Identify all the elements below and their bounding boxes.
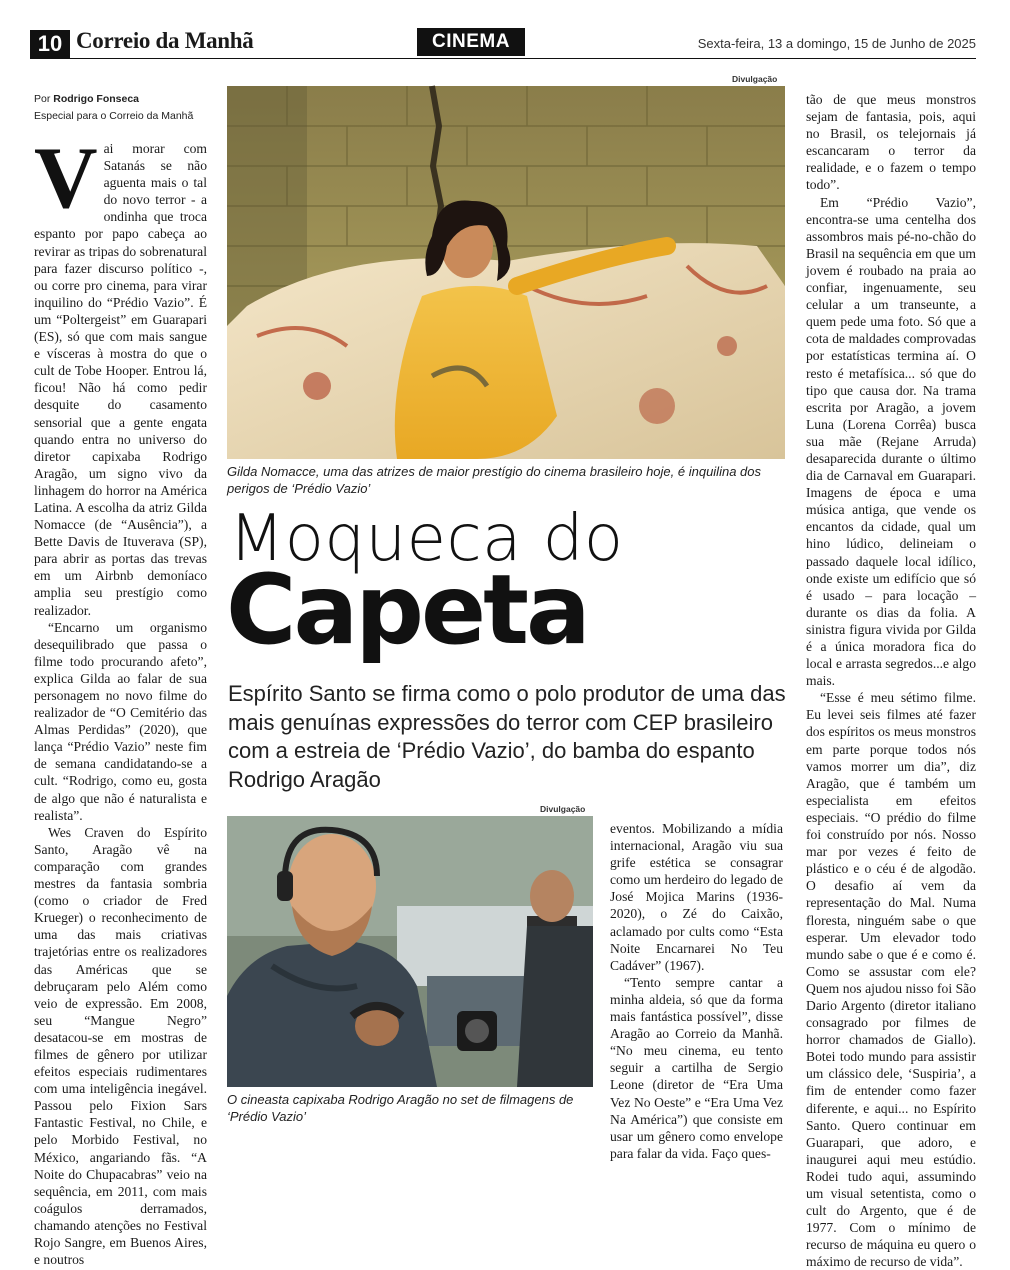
paragraph: Wes Craven do Espírito Santo, Aragão vê na comparação com grandes mestres da fantasia sombria (como o criador de Fred Krueger) o reconhecimento de uma das mais criativas trajetórias entre os realizadores das Américas que se debruçaram pelo Além como veio de expressão. Em 2008, seu “Mangue Negro” desatacou-se em mostras de filmes de gênero por utilizar efeitos especiais rudimentares com uma inteligência inegável. Passou pelo Fixion Sars Fantastic Festival, no Chile, e pelo Morbido Festival, no México, angariando fãs. “A Noite do Chupacabras” veio na sequência, em 2011, com mais coágulos derramados, chamando atenções no Festival Rojo Sangre, em Buenos Aires, e noutros: [34, 824, 207, 1268]
photo-credit: Divulgação: [540, 804, 586, 814]
page-number: 10: [30, 30, 70, 58]
paragraph: Em “Prédio Vazio”, encontra-se uma centelha dos assombros mais pé-no-chão do Brasil na sequência em que um jovem é roubado na praia ao confiar, ingenuamente, seu celular a um transeunte, a quem pede uma foto. Só que a cota de maldades comprovadas por estatísticas termina aí. O resto é metafísica... só que do tipo que causa dor. Na trama escrita por Aragão, a jovem Luna (Lorena Corrêa) busca sua mãe (Rejane Arruda) desaparecida durante o último dia de Carnaval em Guarapari. Imagens de época e uma música antiga, que vende os encantos da cidade, qual um hino lúdico, delineiam o passado daquele local idílico, onde existe um edifício que só é usado – para locação – durante os dias da folia. A sinistra figura vivida por Gilda é a única moradora fica do local e arrasta segredos...e algo mais.: [806, 194, 976, 689]
photo-caption-1: Gilda Nomacce, uma das atrizes de maior prestígio do cinema brasileiro hoje, é inquilina dos perigos de ‘Prédio Vazio’: [227, 464, 761, 496]
headline-line-2: Capeta: [226, 554, 588, 666]
headline-line-1: Moqueca do: [229, 502, 624, 576]
photo-illustration: [227, 816, 593, 1087]
byline-author: Rodrigo Fonseca: [53, 93, 140, 105]
photo-rodrigo-aragao: [227, 816, 593, 1087]
paragraph: “Encarno um organismo desequilibrado que passa o filme todo procurando afeto”, explica Gilda ao falar de sua personagem no novo filme do realizador de “O Cemitério das Almas Perdidas” (2020), que lança “Prédio Vazio” neste fim de semana candidatando-se a cult. “Rodrigo, como eu, gosta de algo que não é naturalista e realista”.: [34, 619, 207, 823]
column-3: [610, 820, 783, 1161]
newspaper-name: Correio da Manhã: [76, 28, 254, 53]
paragraph: eventos. Mobilizando a mídia internacional, Aragão viu sua grife estética se consagrar como um herdeiro do legado de José Mojica Marins (1936-2020), o Zé do Caixão, aclamado por cults como “Esta Noite Encarnarei No Teu Cadáver” (1967).: [610, 821, 783, 973]
photo-gilda-nomacce: [227, 86, 785, 459]
byline-role: Especial para o Correio da Manhã: [34, 110, 194, 122]
byline-prefix: Por: [34, 93, 54, 105]
column-1: [34, 130, 207, 1268]
dek: Espírito Santo se firma como o polo produtor de uma das mais genuínas expressões do terror com CEP brasileiro com a estreia de ‘Prédio Vazio’, do bamba do espanto Rodrigo Aragão: [228, 681, 786, 792]
column-4: [806, 91, 976, 1270]
byline: [34, 91, 214, 125]
edition-date: Sexta-feira, 13 a domingo, 15 de Junho de 2025: [697, 36, 976, 51]
photo-caption-2: O cineasta capixaba Rodrigo Aragão no set de filmagens de ‘Prédio Vazio’: [227, 1092, 574, 1124]
paragraph: “Tento sempre cantar a minha aldeia, só que da forma mais fantástica possível”, disse Aragão ao Correio da Manhã. “No meu cinema, eu tento seguir a cartilha de Sergio Leone (diretor de “Era Uma Vez No Oeste” e “Era Uma Vez Na América”) que consiste em usar um gênero como envelope para falar da vida. Faço ques-: [610, 974, 783, 1161]
lead-paragraph: [34, 130, 207, 619]
paragraph-text: ai morar com Satanás se não aguenta mais o tal do novo terror - a ondinha que troca espanto por papo cabeça ao revirar as tripas do sobrenatural para fazer discurso político -, ou corre pro cinema, para virar inquilino do “Prédio Vazio”. É um “Poltergeist” em Guarapari (ES), só que com mais sangue e vísceras à mostra do que o cult de Tobe Hooper. Entrou lá, ficou! Não há como pedir desquite do casamento sensorial que a gente engata quando entra no universo do diretor capixaba Rodrigo Aragão, um signo vivo da linhagem do horror na América Latina. A escolha da atriz Gilda Nomacce (de “Ausência”), a Bette Davis de Ituverava (SP), para abrir as portas das trevas em um Airbnb demoníaco amplia seu prestígio como realizador.: [34, 141, 207, 618]
section-label: CINEMA: [417, 28, 525, 56]
drop-cap: V: [34, 130, 98, 227]
paragraph: “Esse é meu sétimo filme. Eu levei seis filmes até fazer dos espíritos os meus monstros em parte porque todos nós vamos morrer um dia”, diz Aragão, que é também um especialista em efeitos especiais. “O prédio do filme foi construído por nós. Nosso mar por vezes é feito de plástico e o céu é de algodão. O desafio aí vem da representação do Mal. Numa floresta, ninguém sabe o que esperar. Um elevador todo mundo sabe o que é e como é. Como se assustar com ele? Quem nos ajudou nisso foi São Dario Argento (diretor italiano consagrado por filmes de horror chamados de Giallo). Botei todo mundo para assistir um clássico dele, ‘Suspiria’, a fim de entender como fazer diferente, e aqui... no Espírito Santo. Quero continuar em Guarapari, que adoro, e inaugurei aqui meu estúdio. Rodei tudo aqui, assumindo um visual setentista, como o cult do Argento, que é de 1977. Com o mínimo de recurso de máquina eu quero o máximo de recurso de vida”.: [806, 690, 976, 1270]
paragraph: tão de que meus monstros sejam de fantasia, pois, aqui no Brasil, os telejornais já escancaram o terror da realidade, e o fazem o tempo todo”.: [806, 92, 976, 193]
photo-illustration: [227, 86, 785, 459]
header-rule: [30, 58, 976, 59]
photo-credit: Divulgação: [732, 74, 778, 84]
